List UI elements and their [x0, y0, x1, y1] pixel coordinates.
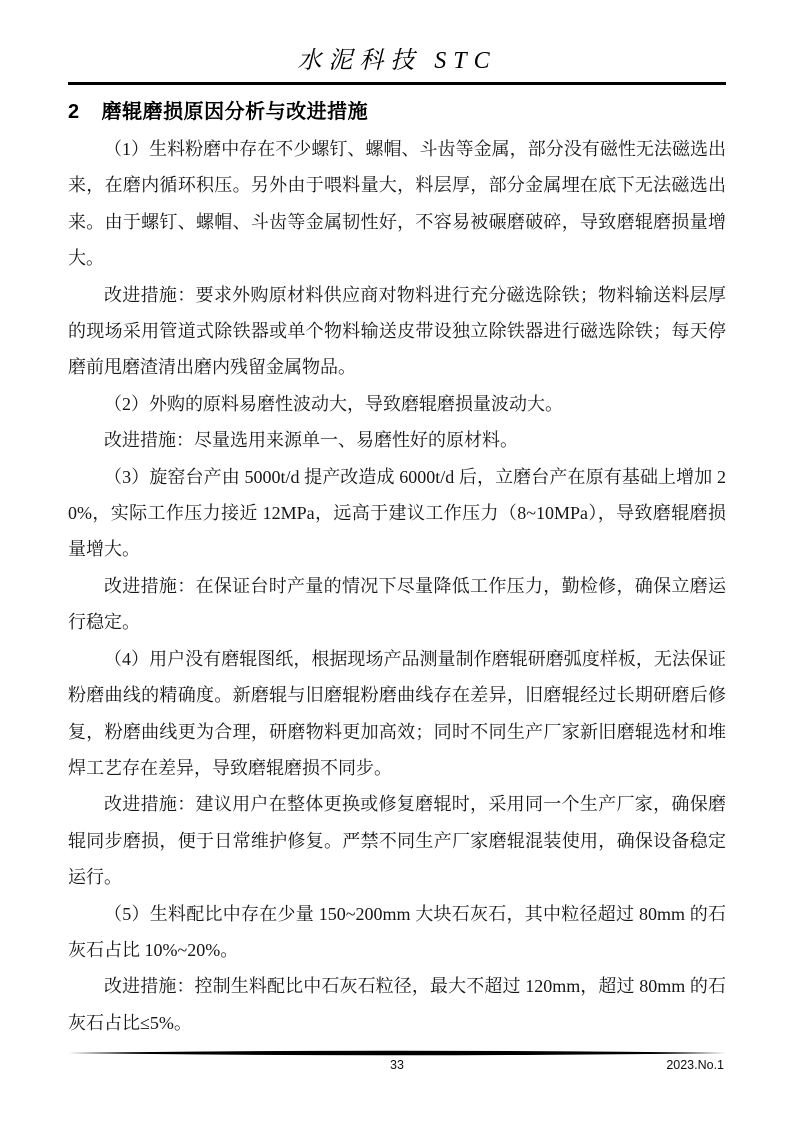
paragraph-4: 改进措施：尽量选用来源单一、易磨性好的原材料。	[104, 430, 518, 451]
page-footer	[68, 1050, 726, 1076]
page-number: 33	[390, 1058, 404, 1072]
paragraph-5: （3）旋窑台产由 5000t/d 提产改造成 6000t/d 后，立磨台产在原有基础上增加 20%，实际工作压力接近 12MPa，远高于建议工作压力（8~10MPa），导致磨辊磨损量增大。	[68, 466, 726, 560]
footer-tapered-rule	[68, 1050, 726, 1056]
section-heading	[68, 95, 726, 124]
issue-number: 2023.No.1	[666, 1058, 724, 1072]
paragraph-10: 改进措施：控制生料配比中石灰石粒径，最大不超过 120mm，超过 80mm 的石灰石占比≤5%。	[68, 976, 726, 1033]
section-title: 磨辊磨损原因分析与改进措施	[101, 101, 369, 123]
paragraph-7: （4）用户没有磨辊图纸，根据现场产品测量制作磨辊研磨弧度样板，无法保证粉磨曲线的精确度。新磨辊与旧磨辊粉磨曲线存在差异，旧磨辊经过长期研磨后修复，粉磨曲线更为合理，研磨物料更加高效；同时不同生产厂家新旧磨辊选材和堆焊工艺存在差异，导致磨辊磨损不同步。	[68, 648, 726, 778]
paragraph-9: （5）生料配比中存在少量 150~200mm 大块石灰石，其中粒径超过 80mm 的石灰石占比 10%~20%。	[68, 903, 726, 960]
footer-row	[68, 1058, 726, 1076]
paragraph-3: （2）外购的原料易磨性波动大，导致磨辊磨损量波动大。	[104, 393, 563, 414]
paragraph-1: （1）生料粉磨中存在不少螺钉、螺帽、斗齿等金属，部分没有磁性无法磁选出来，在磨内循环积压。另外由于喂料量大，料层厚，部分金属埋在底下无法磁选出来。由于螺钉、螺帽、斗齿等金属韧性好，不容易被碾磨破碎，导致磨辊磨损量增大。	[68, 139, 726, 269]
journal-header-title: 水泥科技 STC	[297, 48, 497, 74]
section-number: 2	[68, 101, 80, 123]
page-content	[68, 0, 726, 1041]
body-text	[68, 131, 726, 1041]
header-rule	[68, 82, 726, 85]
paragraph-8: 改进措施：建议用户在整体更换或修复磨辊时，采用同一个生产厂家，确保磨辊同步磨损，便于日常维护修复。严禁不同生产厂家磨辊混装使用，确保设备稳定运行。	[68, 794, 726, 888]
paragraph-2: 改进措施：要求外购原材料供应商对物料进行充分磁选除铁；物料输送料层厚的现场采用管道式除铁器或单个物料输送皮带设独立除铁器进行磁选除铁；每天停磨前甩磨渣清出磨内残留金属物品。	[68, 284, 726, 378]
paragraph-6: 改进措施：在保证台时产量的情况下尽量降低工作压力，勤检修，确保立磨运行稳定。	[68, 575, 726, 633]
